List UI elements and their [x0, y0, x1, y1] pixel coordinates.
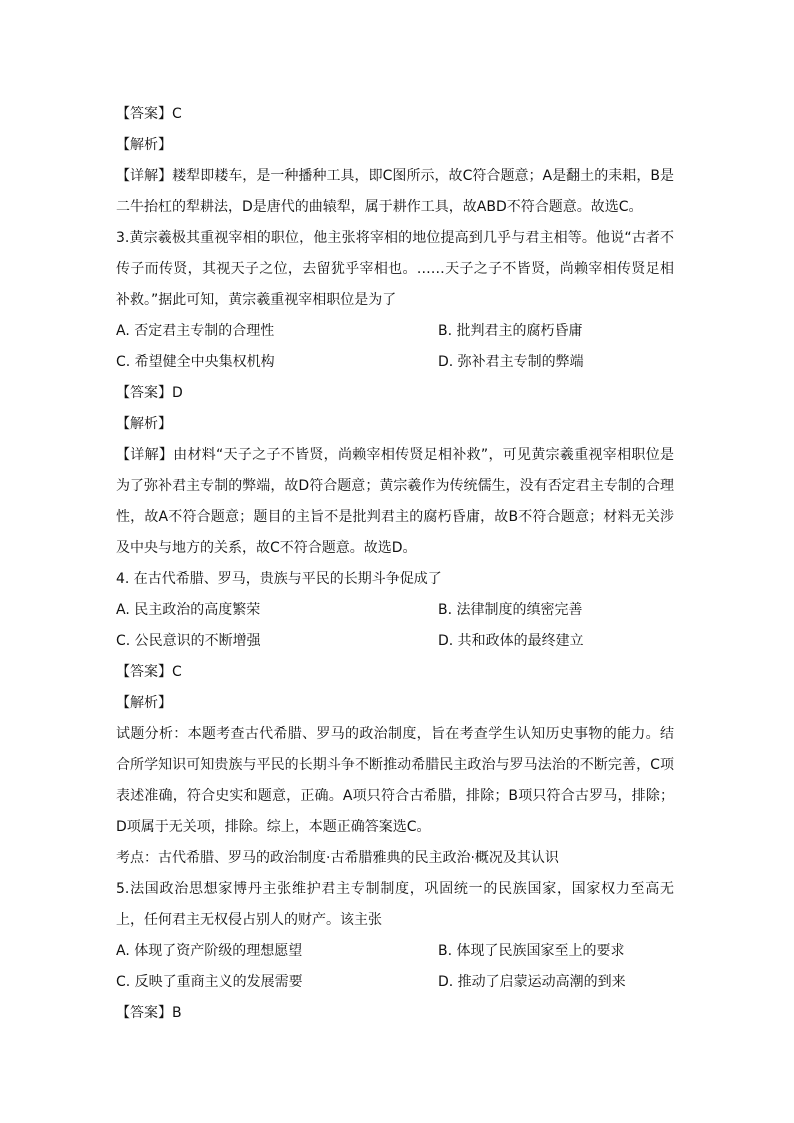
option-c: C. 希望健全中央集权机构	[116, 354, 275, 370]
question-3-options-row-2	[116, 347, 674, 378]
analysis-label: 【解析】	[116, 695, 172, 711]
option-d: D. 弥补君主专制的弊端	[438, 354, 584, 370]
question-4-stem: 4. 在古代希腊、罗马，贵族与平民的长期斗争促成了	[116, 571, 442, 587]
question-4-options-row-1	[116, 595, 674, 626]
answer-label: 【答案】C	[116, 106, 182, 122]
option-b: B. 体现了民族国家至上的要求	[438, 943, 625, 959]
answer-label: 【答案】C	[116, 664, 182, 680]
option-c: C. 公民意识的不断增强	[116, 633, 261, 649]
analysis-paragraph: 试题分析：本题考查古代希腊、罗马的政治制度，旨在考查学生认知历史事物的能力。结合所学知识可知贵族与平民的长期斗争不断推动希腊民主政治与罗马法治的不断完善，C项表述准确，符合史实和题意，正确。A项只符合古希腊，排除；B项只符合古罗马，排除；D项属于无关项，排除。综上，本题正确答案选C。	[116, 726, 674, 835]
option-a: A. 民主政治的高度繁荣	[116, 602, 261, 618]
analysis-label: 【解析】	[116, 137, 172, 153]
option-d: D. 共和政体的最终建立	[438, 633, 584, 649]
question-3-stem: 3.黄宗羲极其重视宰相的职位，他主张将宰相的地位提高到几乎与君主相等。他说“古者不传子而传贤，其视天子之位，去留犹乎宰相也。……天子之子不皆贤，尚赖宰相传贤足相补救。”据此可知，黄宗羲重视宰相职位是为了	[116, 230, 674, 308]
analysis-label: 【解析】	[116, 416, 172, 432]
answer-label: 【答案】B	[116, 1005, 182, 1021]
question-4-options-row-2	[116, 626, 674, 657]
detail-paragraph: 【详解】由材料“天子之子不皆贤，尚赖宰相传贤足相补救”，可见黄宗羲重视宰相职位是为了弥补君主专制的弊端，故D符合题意；黄宗羲作为传统儒生，没有否定君主专制的合理性，故A不符合题意；题目的主旨不是批判君主的腐朽昏庸，故B不符合题意；材料无关涉及中央与地方的关系，故C不符合题意。故选D。	[116, 447, 674, 556]
question-5-options-row-2	[116, 967, 674, 998]
option-d: D. 推动了启蒙运动高潮的到来	[438, 974, 626, 990]
answer-label: 【答案】D	[116, 385, 183, 401]
option-b: B. 法律制度的缜密完善	[438, 602, 583, 618]
option-a: A. 体现了资产阶级的理想愿望	[116, 943, 303, 959]
document-content	[116, 99, 674, 1029]
question-5-stem: 5.法国政治思想家博丹主张维护君主专制制度，巩固统一的民族国家，国家权力至高无上，任何君主无权侵占别人的财产。该主张	[116, 881, 674, 928]
option-a: A. 否定君主专制的合理性	[116, 323, 275, 339]
question-3-options-row-1	[116, 316, 674, 347]
option-c: C. 反映了重商主义的发展需要	[116, 974, 303, 990]
detail-paragraph: 【详解】耧犁即耧车，是一种播种工具，即C图所示，故C符合题意；A是翻土的耒耜，B是二牛抬杠的犁耕法，D是唐代的曲辕犁，属于耕作工具，故ABD不符合题意。故选C。	[116, 168, 674, 215]
knowledge-point: 考点：古代希腊、罗马的政治制度·古希腊雅典的民主政治·概况及其认识	[116, 850, 559, 866]
question-5-options-row-1	[116, 936, 674, 967]
option-b: B. 批判君主的腐朽昏庸	[438, 323, 583, 339]
